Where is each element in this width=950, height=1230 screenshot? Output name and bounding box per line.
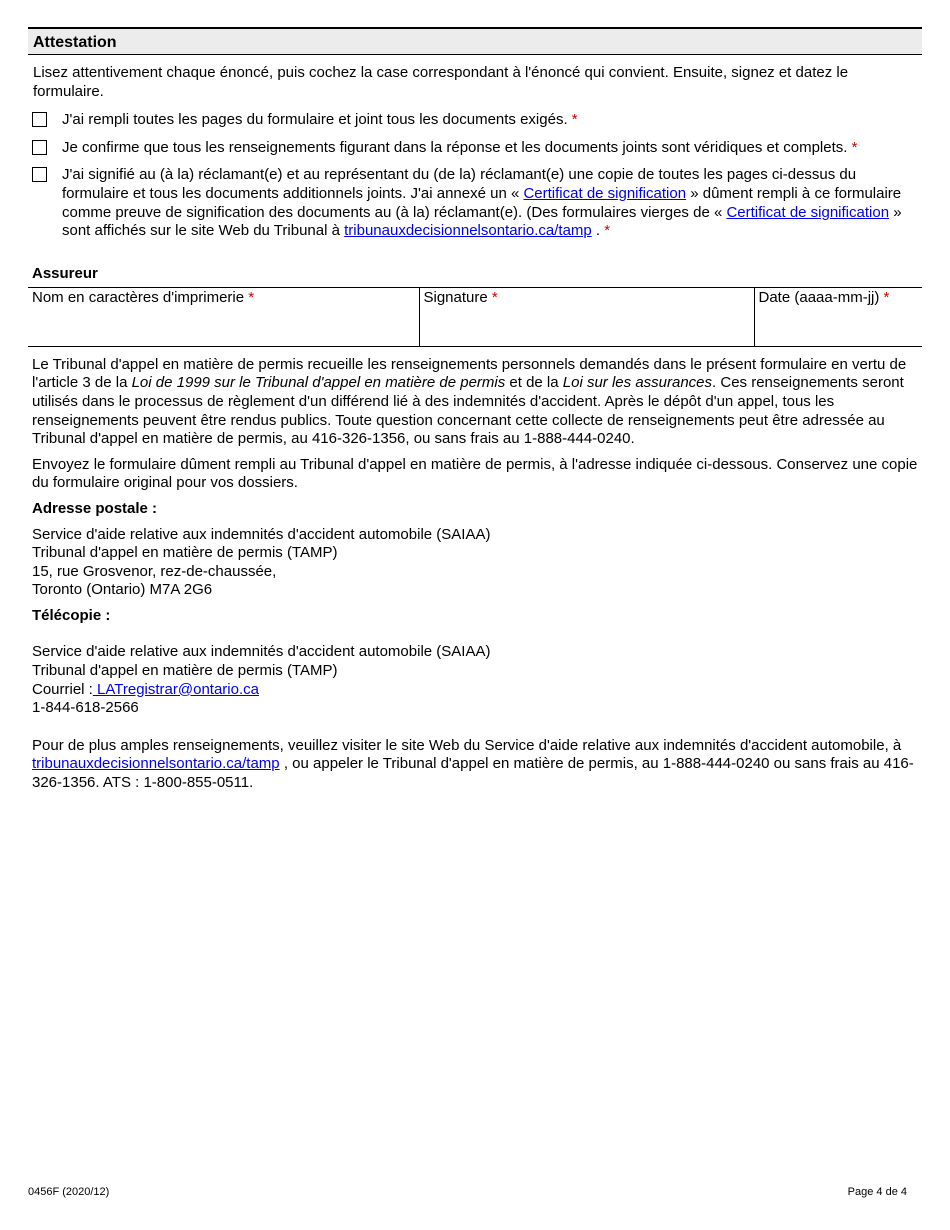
signature-input[interactable] [420,307,754,337]
email-line [32,681,918,700]
required-marker: * [571,111,578,129]
name-cell [28,287,419,346]
insurer-signature-table [28,287,922,347]
fax-contact [28,643,922,717]
form-code: 0456F (2020/12) [28,1186,110,1198]
email-link[interactable]: LATregistrar@ontario.ca [92,680,259,698]
attestation-item-1 [32,111,918,130]
attestation-item-2 [32,139,918,158]
certificate-link-2[interactable]: Certificat de signification [726,203,890,221]
attestation-checkbox-3[interactable] [32,167,47,182]
attestation-item-3-text-3: » sont affichés sur le site Web du Tribunal à [62,203,902,240]
signature-cell [419,287,754,346]
attestation-checkbox-1[interactable] [32,112,47,127]
saiaa-website-link[interactable]: tribunauxdecisionnelsontario.ca/tamp [32,755,280,773]
form-page [28,27,922,793]
fax-line: Service d'aide relative aux indemnités d'accident automobile (SAIAA) [32,643,491,661]
date-label: Date (aaaa-mm-jj) * [758,288,890,306]
mailing-line: 15, rue Grosvenor, rez-de-chaussée, [32,562,277,580]
tribunal-website-link[interactable]: tribunauxdecisionnelsontario.ca/tamp [344,222,592,240]
law-title-2: Loi sur les assurances [562,374,713,392]
attestation-item-3-text-2: » dûment rempli à ce formulaire comme preuve de signification des documents au (à la) réclamant(e). (Des formulaires vierges de « [62,184,902,221]
date-input[interactable] [755,307,923,337]
fax-number: 1-844-618-2566 [32,699,139,717]
certificate-link-1[interactable]: Certificat de signification [523,184,687,202]
signature-label: Signature * [423,288,498,306]
insurer-heading: Assureur [32,264,98,282]
attestation-checkbox-2[interactable] [32,140,47,155]
law-title-1: Loi de 1999 sur le Tribunal d'appel en matière de permis [131,374,506,392]
required-marker: * [604,222,611,240]
attestation-item-3 [32,166,918,240]
attestation-item-1-text: J'ai rempli toutes les pages du formulaire et joint tous les documents exigés. [62,111,568,129]
more-info: Pour de plus amples renseignements, veuillez visiter le site Web du Service d'aide relative aux indemnités d'accident automobile, à tribunauxdecisionnelsontario.ca/tamp , ou appeler le Tribunal d'appel en matière de permis, au 1-888-444-0240 ou sans frais au 416-326-1356. ATS : 1-800-855-0511. [32,736,914,792]
page-number: Page 4 de 4 [847,1186,907,1198]
privacy-notice: Le Tribunal d'appel en matière de permis recueille les renseignements personnels demandés dans le présent formulaire en vertu de l'article 3 de la Loi de 1999 sur le Tribunal d'appel en matière de permis et de la Loi sur les assurances. Ces renseignements seront utilisés dans le processus de règlement d'un différend lié à des indemnités d'accident. Après le dépôt d'un appel, tous les renseignements peuvent être rendus publics. Toute question concernant cette collecte de renseignements peut être adressée au Tribunal d'appel en matière de permis, au 416-326-1356, ou sans frais au 1-888-444-0240. [32,355,907,448]
mailing-address [28,526,922,600]
fax-line: Tribunal d'appel en matière de permis (TAMP) [32,662,338,680]
mailing-heading: Adresse postale : [32,499,158,517]
name-input[interactable] [28,307,419,337]
attestation-intro: Lisez attentivement chaque énoncé, puis cochez la case correspondant à l'énoncé qui convient. Ensuite, signez et datez le formulaire. [33,64,849,100]
name-label: Nom en caractères d'imprimerie * [32,288,255,306]
required-marker: * [851,138,858,156]
mailing-line: Service d'aide relative aux indemnités d'accident automobile (SAIAA) [32,525,491,543]
attestation-item-2-text: Je confirme que tous les renseignements figurant dans la réponse et les documents joints sont véridiques et complets. [62,138,848,156]
fax-heading: Télécopie : [32,606,111,624]
mailing-line: Tribunal d'appel en matière de permis (TAMP) [32,544,338,562]
attestation-item-3-text-4: . [591,222,601,240]
mailing-line: Toronto (Ontario) M7A 2G6 [32,581,213,599]
attestation-item-3-text-1: J'ai signifié au (à la) réclamant(e) et au représentant du (de la) réclamant(e) une copie de toutes les pages ci-dessus du formulaire et tous les documents additionnels joints. J'ai annexé un « [62,166,857,202]
attestation-header: Attestation [28,27,922,55]
email-label: Courriel : [32,680,93,698]
date-cell [754,287,922,346]
send-instructions: Envoyez le formulaire dûment rempli au Tribunal d'appel en matière de permis, à l'adresse indiquée ci-dessous. Conservez une copie du formulaire original pour vos dossiers. [32,455,918,492]
